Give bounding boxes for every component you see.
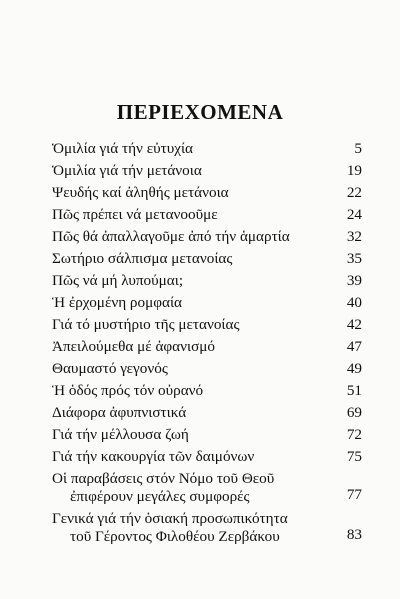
table-of-contents	[52, 140, 362, 550]
toc-page-number: 69	[346, 404, 362, 421]
toc-entry	[52, 510, 362, 546]
toc-entry	[52, 294, 362, 316]
toc-entry	[52, 140, 362, 162]
toc-page-number: 22	[346, 184, 362, 201]
toc-page-number: 40	[346, 294, 362, 311]
toc-entry-title: Πῶς νά μή λυπούμαι;	[52, 272, 184, 289]
toc-entry-title: Πῶς πρέπει νά μετανοοῦμε	[52, 206, 218, 223]
toc-page-number: 35	[346, 250, 362, 267]
toc-page-number: 77	[346, 486, 362, 503]
toc-entry-title: Ἡ ὁδός πρός τόν οὐρανό	[52, 382, 204, 399]
toc-entry-title: Οἱ παραβάσεις στόν Νόμο τοῦ Θεοῦ	[52, 470, 275, 487]
toc-entry-title: Γιά τήν μέλλουσα ζωή	[52, 426, 189, 443]
page-title: ΠΕΡΙΕΧΟΜΕΝΑ	[116, 100, 284, 124]
toc-entry-title: Πῶς θά ἀπαλλαγοῦμε ἀπό τήν ἁμαρτία	[52, 228, 290, 245]
toc-entry	[52, 316, 362, 338]
toc-entry-title: Σωτήριο σάλπισμα μετανοίας	[52, 250, 233, 267]
toc-entry-title: Ἀπειλούμεθα μέ ἀφανισμό	[52, 338, 215, 355]
toc-entry	[52, 448, 362, 470]
toc-entry	[52, 162, 362, 184]
toc-entry-title-continued: τοῦ Γέροντος Φιλοθέου Ζερβάκου	[70, 528, 280, 545]
toc-page-number: 49	[346, 360, 362, 377]
toc-entry-title: Ἡ ἐρχομένη ρομφαία	[52, 294, 183, 311]
toc-entry-title: Διάφορα ἀφυπνιστικά	[52, 404, 187, 421]
toc-entry-title: Γενικά γιά τήν ὁσιακή προσωπικότητα	[52, 510, 288, 527]
toc-entry	[52, 228, 362, 250]
toc-entry	[52, 470, 362, 506]
toc-page-number: 47	[346, 338, 362, 355]
toc-entry	[52, 184, 362, 206]
toc-entry	[52, 382, 362, 404]
toc-entry-title: Γιά τό μυστήριο τῆς μετανοίας	[52, 316, 240, 333]
toc-page-number: 75	[346, 448, 362, 465]
toc-entry-title: Ὁμιλία γιά τήν μετάνοια	[52, 162, 202, 179]
toc-entry	[52, 404, 362, 426]
toc-entry-title: Γιά τήν κακουργία τῶν δαιμόνων	[52, 448, 255, 465]
toc-entry-title: Ψευδής καί ἀληθής μετάνοια	[52, 184, 229, 201]
toc-page-number: 39	[346, 272, 362, 289]
toc-page-number: 72	[346, 426, 362, 443]
toc-page-number: 42	[346, 316, 362, 333]
toc-entry-title-continued: ἐπιφέρουν μεγάλες συμφορές	[70, 488, 250, 505]
toc-page-number: 32	[346, 228, 362, 245]
toc-entry	[52, 360, 362, 382]
toc-page-number: 24	[346, 206, 362, 223]
toc-entry-title: Ὁμιλία γιά τήν εὐτυχία	[52, 140, 194, 157]
toc-page-number: 19	[346, 162, 362, 179]
toc-entry	[52, 426, 362, 448]
toc-entry	[52, 338, 362, 360]
toc-entry	[52, 250, 362, 272]
toc-page-number: 83	[346, 526, 362, 543]
toc-entry	[52, 272, 362, 294]
toc-entry	[52, 206, 362, 228]
toc-page-number: 51	[346, 382, 362, 399]
toc-page-number: 5	[354, 140, 362, 157]
toc-entry-title: Θαυμαστό γεγονός	[52, 360, 168, 377]
